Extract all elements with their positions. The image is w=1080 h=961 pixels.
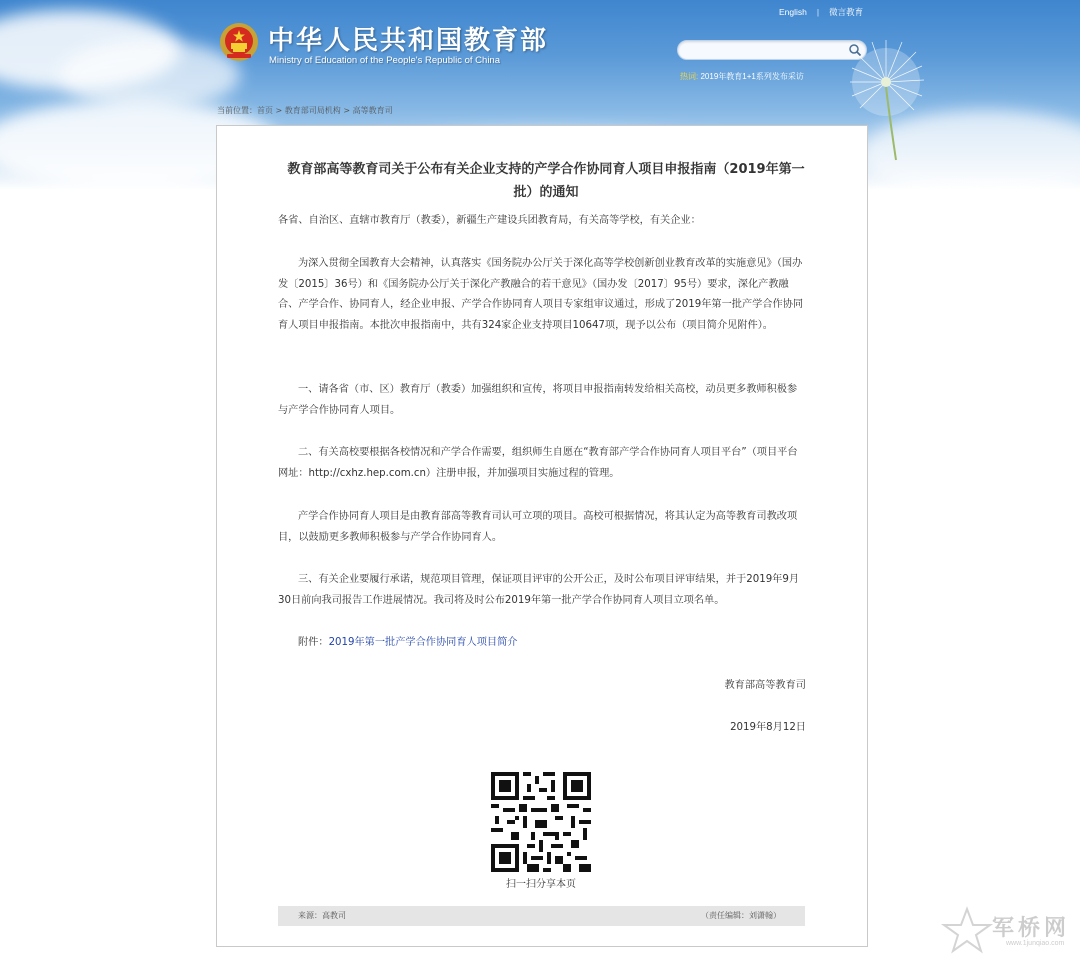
article-editor: （责任编辑：刘潇翰）: [701, 911, 781, 920]
national-emblem-icon: [219, 22, 259, 62]
hot-topic-link[interactable]: 2019年教育1+1系列发布采访: [700, 72, 804, 81]
paragraph-item-3: 三、有关企业要履行承诺，规范项目管理，保证项目评审的公开公正，及时公布项目评审结果，并于2019年9月30日前向我司报告工作进展情况。我司将及时公布2019年第一批产学合作协同育人项目立项名单。: [278, 574, 800, 606]
attachment-link[interactable]: 2019年第一批产学合作协同育人项目简介: [328, 637, 518, 648]
signature: 教育部高等教育司: [724, 680, 806, 691]
hot-topics: [680, 71, 804, 82]
hot-label: 热词:: [680, 72, 699, 81]
qr-code-icon: [491, 772, 591, 872]
breadcrumb-prefix: 当前位置：: [217, 106, 257, 115]
watermark-url: www.1junqiao.com: [1006, 940, 1065, 947]
article-title: 教育部高等教育司关于公布有关企业支持的产学合作协同育人项目申报指南（2019年第一批）的通知: [287, 162, 805, 200]
site-title-en[interactable]: Ministry of Education of the People's Republic of China: [269, 55, 500, 66]
publish-date: 2019年8月12日: [730, 722, 806, 733]
salutation: 各省、自治区、直辖市教育厅（教委），新疆生产建设兵团教育局，有关高等学校，有关企业：: [278, 215, 701, 226]
breadcrumb-separator: >: [343, 106, 351, 115]
paragraph-item-2: 二、有关高校要根据各校情况和产学合作需要，组织师生自愿在“教育部产学合作协同育人项目平台”（项目平台网址：http://cxhz.hep.com.cn）注册申报，并加强项目实施过程的管理。: [278, 447, 798, 479]
breadcrumb-higher-education[interactable]: 高等教育司: [352, 106, 393, 115]
paragraph-note: 产学合作协同育人项目是由教育部高等教育司认可立项的项目。高校可根据情况，将其认定为高等教育司教改项目，以鼓励更多教师积极参与产学合作协同育人。: [278, 511, 798, 543]
qr-caption: 扫一扫分享本页: [506, 879, 576, 890]
paragraph-item-1: 一、请各省（市、区）教育厅（教委）加强组织和宣传，将项目申报指南转发给相关高校，动员更多教师积极参与产学合作协同育人项目。: [278, 384, 798, 416]
search-input[interactable]: [686, 45, 850, 63]
watermark-text: 军桥网: [992, 916, 1071, 941]
link-separator: |: [816, 7, 820, 17]
breadcrumb-separator: >: [275, 106, 283, 115]
weiyan-link[interactable]: 微言教育: [829, 7, 864, 17]
attachment-label: 附件：: [298, 637, 329, 648]
site-title-cn[interactable]: 中华人民共和国教育部: [268, 26, 549, 56]
breadcrumb: [217, 105, 393, 116]
paragraph-intro: 为深入贯彻全国教育大会精神，认真落实《国务院办公厅关于深化高等学校创新创业教育改革的实施意见》（国办发〔2015〕36号）和《国务院办公厅关于深化产教融合的若干意见》（国办发〔2017〕95号）要求，深化产教融合、产学合作、协同育人，经企业申报、产学合作协同育人项目专家组审议通过，形成了2019年第一批产学合作协同育人项目申报指南。本批次申报指南中，共有324家企业支持项目10647项，现予以公布（项目简介见附件）。: [278, 258, 804, 331]
breadcrumb-departments[interactable]: 教育部司局机构: [284, 106, 341, 115]
english-link[interactable]: English: [779, 7, 807, 17]
article-footer: [278, 906, 805, 926]
breadcrumb-home[interactable]: 首页: [257, 106, 273, 115]
attachment-line: [278, 633, 806, 654]
article-source: 来源：高教司: [298, 911, 346, 920]
top-links: [779, 6, 863, 18]
